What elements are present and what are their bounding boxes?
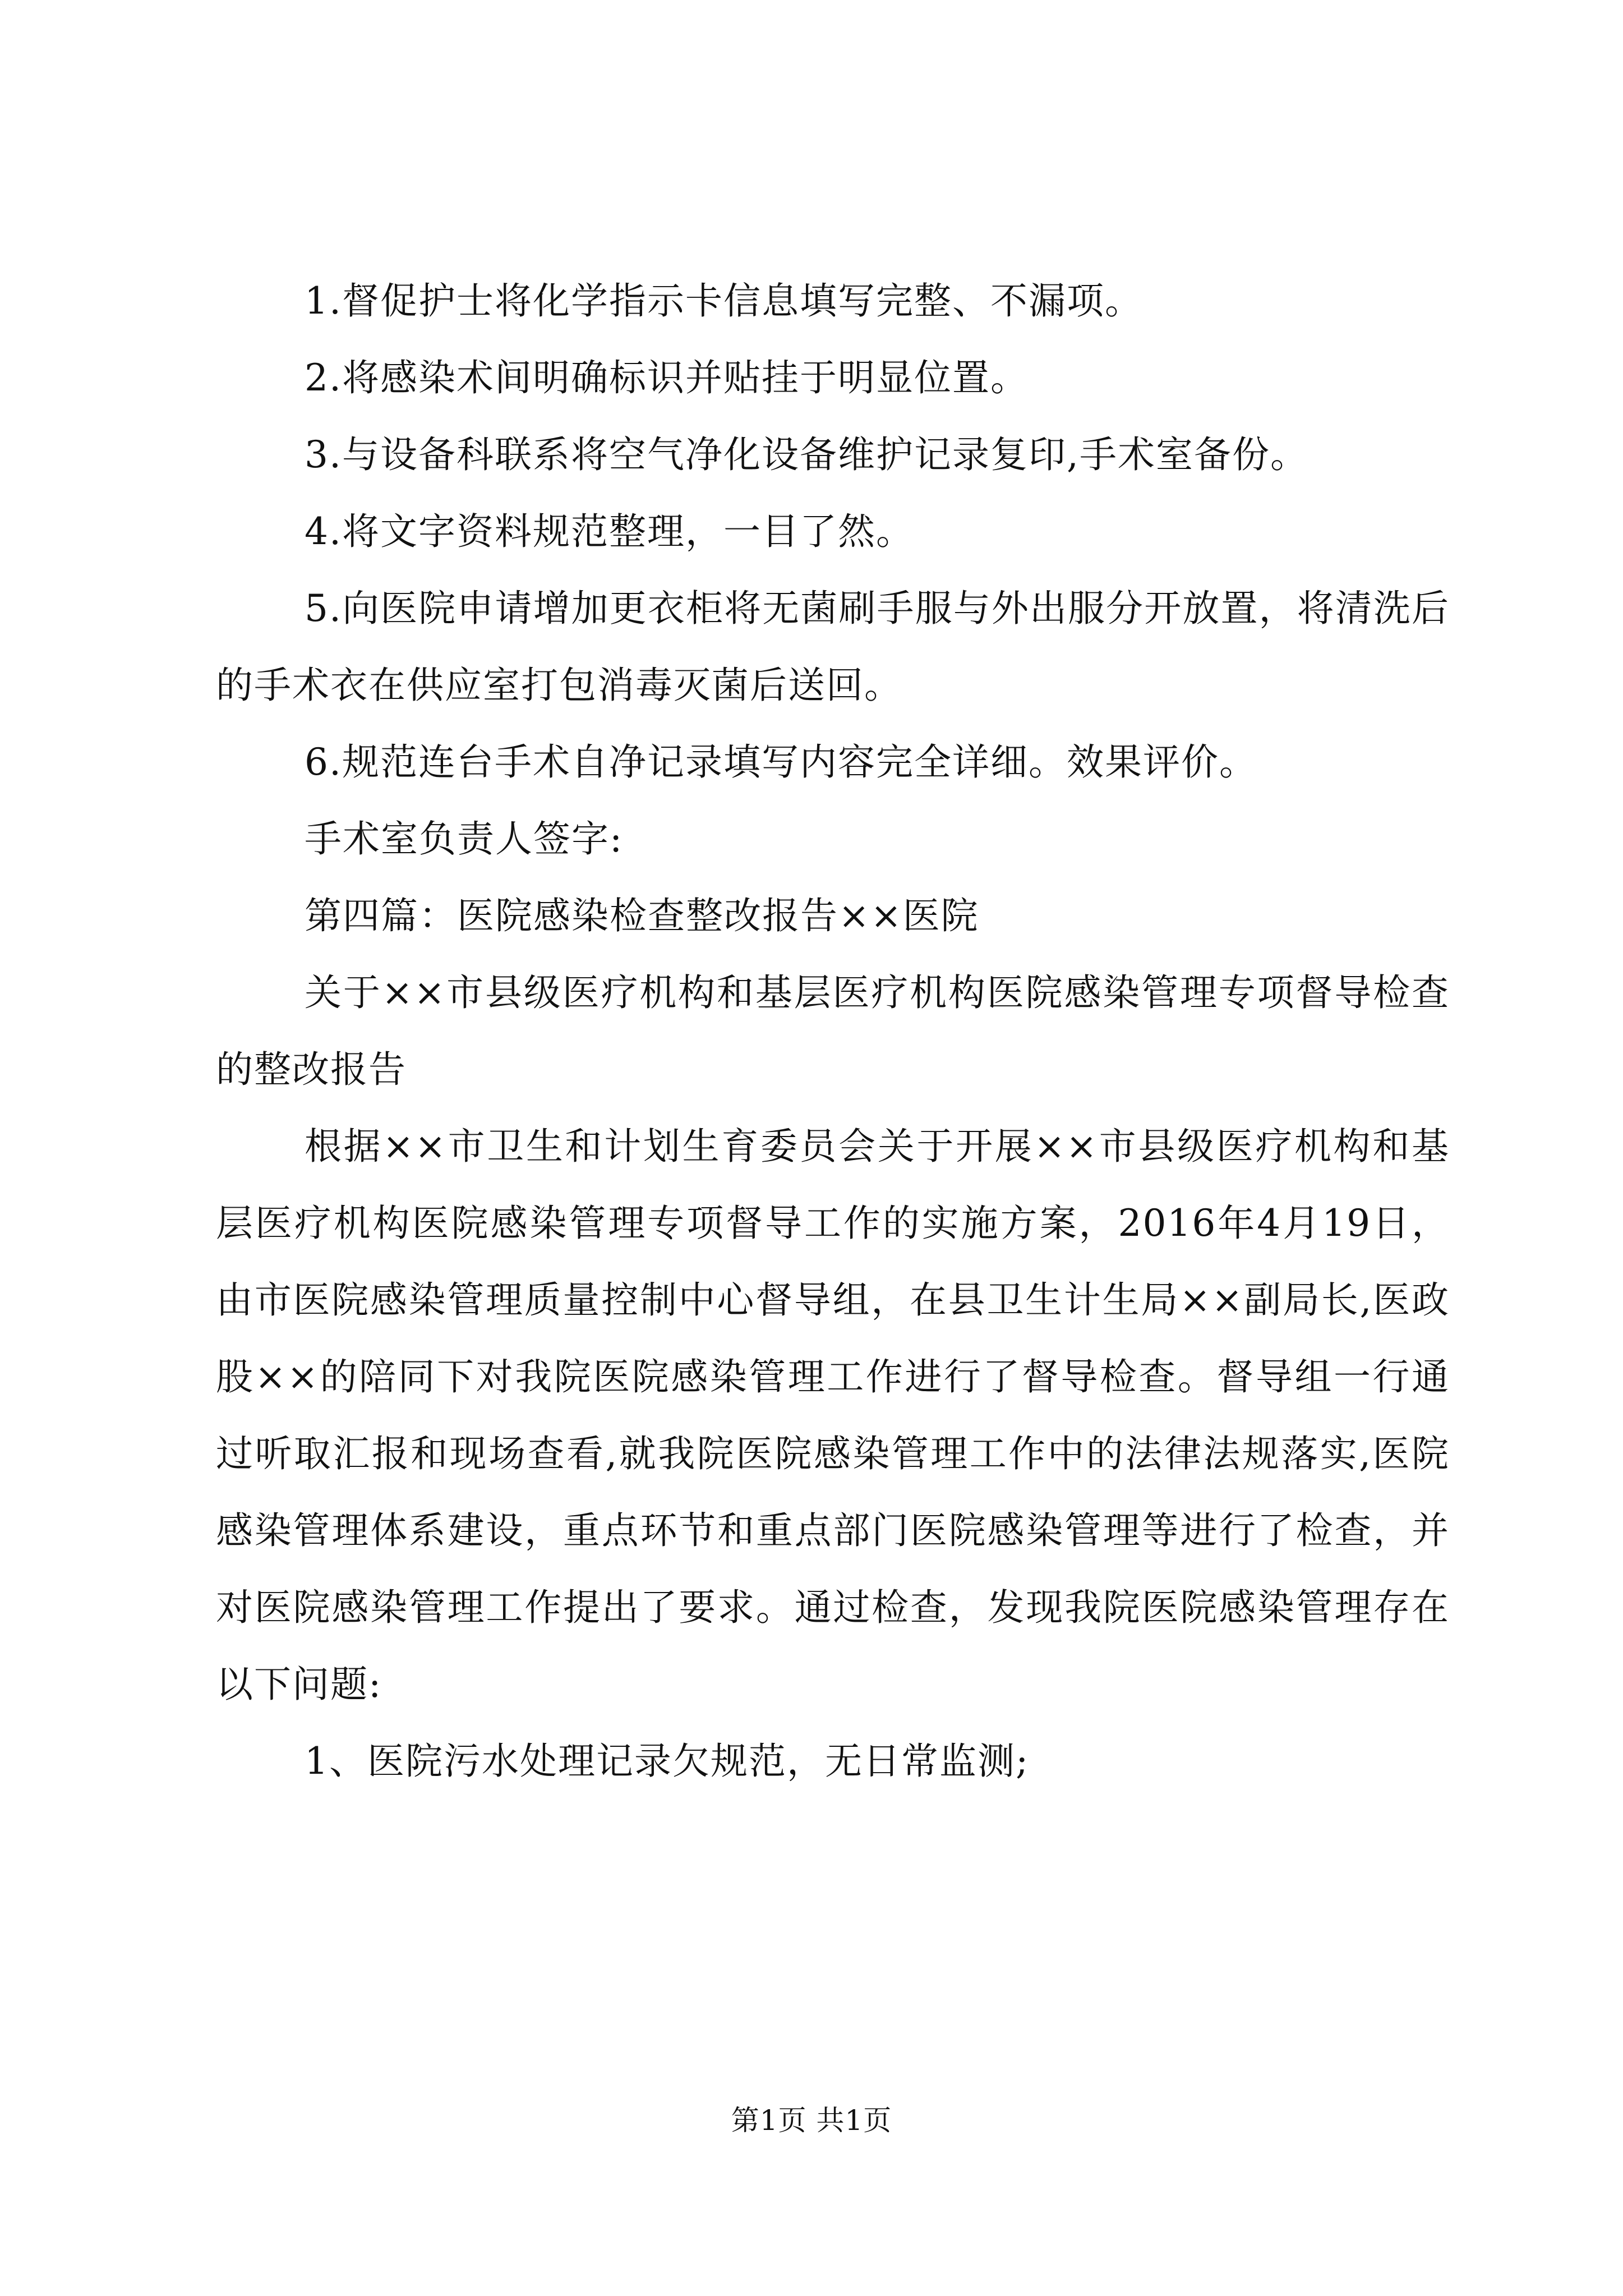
paragraph-item-6: 6.规范连台手术自净记录填写内容完全详细。效果评价。 bbox=[305, 740, 1257, 784]
paragraph-item-4: 4.将文字资料规范整理，一目了然。 bbox=[305, 510, 914, 553]
paragraph-item-2: 2.将感染术间明确标识并贴挂于明显位置。 bbox=[305, 356, 1029, 399]
paragraph-item-3: 3.与设备科联系将空气净化设备维护记录复印,手术室备份。 bbox=[305, 433, 1308, 476]
issue-item-1: 1、医院污水处理记录欠规范，无日常监测; bbox=[305, 1740, 1030, 1783]
paragraph-item-5: 5.向医院申请增加更衣柜将无菌刷手服与外出服分开放置，将清洗后的手术衣在供应室打包消毒灭菌后送回。 bbox=[216, 587, 1450, 707]
document-body bbox=[216, 263, 1450, 1800]
signature-line: 手术室负责人签字: bbox=[305, 817, 624, 861]
report-body-paragraph: 根据××市卫生和计划生育委员会关于开展××市县级医疗机构和基层医疗机构医院感染管理专项督导工作的实施方案，2016年4月19日，由市医院感染管理质量控制中心督导组，在县卫生计生局××副局长,医政股××的陪同下对我院医院感染管理工作进行了督导检查。督导组一行通过听取汇报和现场查看,就我院医院感染管理工作中的法律法规落实,医院感染管理体系建设，重点环节和重点部门医院感染管理等进行了检查，并对医院感染管理工作提出了要求。通过检查，发现我院医院感染管理存在以下问题: bbox=[216, 1125, 1450, 1706]
section-heading: 第四篇：医院感染检查整改报告××医院 bbox=[305, 894, 979, 937]
page-number-footer: 第1页 共1页 bbox=[731, 2104, 892, 2137]
paragraph-item-1: 1.督促护士将化学指示卡信息填写完整、不漏项。 bbox=[305, 279, 1143, 323]
report-title: 关于××市县级医疗机构和基层医疗机构医院感染管理专项督导检查的整改报告 bbox=[216, 971, 1450, 1091]
